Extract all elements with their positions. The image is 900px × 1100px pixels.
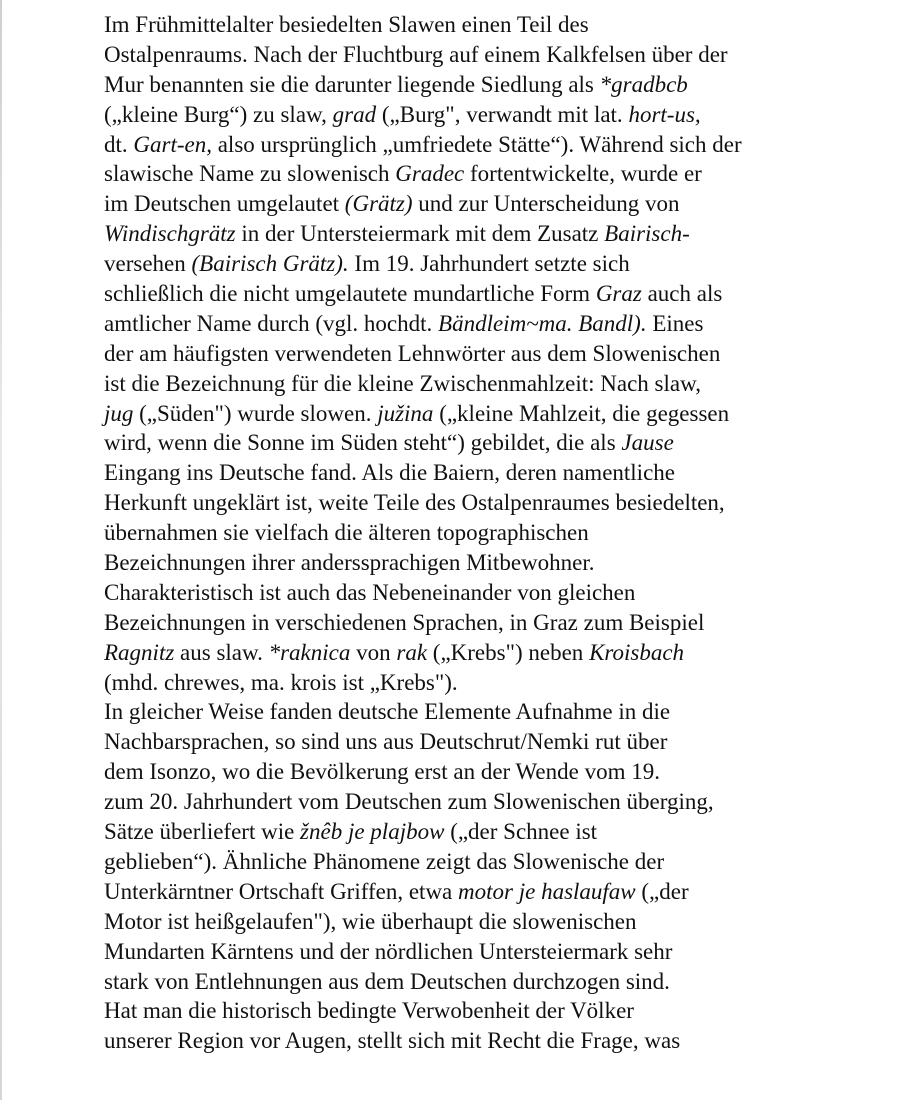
text-segment: Charakteristisch ist auch das Nebeneinander von gleichen xyxy=(104,579,636,605)
text-line xyxy=(104,787,804,817)
text-segment: Unterkärntner Ortschaft Griffen, etwa xyxy=(104,878,459,904)
text-segment: geblieben“). Ähnliche Phänomene zeigt das Slowenische der xyxy=(104,848,665,874)
text-segment: („Krebs") neben xyxy=(427,639,590,665)
italic-term: Jause xyxy=(621,430,674,456)
text-segment: ist die Bezeichnung für die kleine Zwischenmahlzeit: Nach slaw, xyxy=(104,370,701,396)
text-segment: schließlich die nicht umgelautete mundartliche Form xyxy=(104,281,596,307)
text-segment: dem Isonzo, wo die Bevölkerung erst an der Wende vom 19. xyxy=(104,759,660,785)
text-segment: Eines xyxy=(646,310,704,336)
text-line xyxy=(104,249,804,279)
text-line xyxy=(104,40,804,70)
text-segment: („Süden") wurde slowen. xyxy=(133,400,378,426)
italic-term: *gradbcb xyxy=(599,71,688,97)
text-segment: amtlicher Name durch (vgl. hochdt. xyxy=(104,310,439,336)
text-line xyxy=(104,608,804,638)
text-segment: in der Untersteiermark mit dem Zusatz xyxy=(235,221,605,247)
text-line xyxy=(104,10,804,40)
text-segment: Mur benannten sie die darunter liegende Siedlung als xyxy=(104,71,600,97)
text-segment: In gleicher Weise fanden deutsche Elemente Aufnahme in die xyxy=(104,699,671,725)
text-line xyxy=(104,428,804,458)
text-segment: aus slaw. xyxy=(174,639,269,665)
text-line xyxy=(104,219,804,249)
text-segment: im Deutschen umgelautet xyxy=(104,191,345,217)
italic-term: Windischgrätz xyxy=(104,221,236,247)
text-segment: (mhd. chrewes, ma. krois ist „Krebs"). xyxy=(104,669,458,695)
text-segment: Mundarten Kärntens und der nördlichen Untersteiermark sehr xyxy=(104,938,673,964)
italic-term: Bändleim~ma. Bandl). xyxy=(438,310,647,336)
italic-term: grad xyxy=(332,101,377,127)
text-segment: Hat man die historisch bedingte Verwobenheit der Völker xyxy=(104,998,634,1024)
text-segment: („Burg", verwandt mit lat. xyxy=(376,101,629,127)
text-line xyxy=(104,817,804,847)
text-line xyxy=(104,488,804,518)
italic-term: Bairisch- xyxy=(604,221,690,247)
text-line xyxy=(104,159,804,189)
text-line xyxy=(104,309,804,339)
text-line xyxy=(104,100,804,130)
text-segment: Herkunft ungeklärt ist, weite Teile des Ostalpenraumes besiedelten, xyxy=(104,490,725,516)
text-segment: Sätze überliefert wie xyxy=(104,819,301,845)
italic-term: (Bairisch Grätz). xyxy=(191,251,349,277)
document-text-body xyxy=(104,10,804,1056)
text-line xyxy=(104,189,804,219)
text-segment: übernahmen sie vielfach die älteren topographischen xyxy=(104,520,589,546)
text-segment: der am häufigsten verwendeten Lehnwörter aus dem Slowenischen xyxy=(104,340,721,366)
text-segment: zum 20. Jahrhundert vom Deutschen zum Slowenischen überging, xyxy=(104,789,714,815)
text-segment: Bezeichnungen in verschiedenen Sprachen, in Graz zum Beispiel xyxy=(104,609,705,635)
text-line xyxy=(104,907,804,937)
text-line xyxy=(104,548,804,578)
text-line xyxy=(104,369,804,399)
text-segment: („kleine Burg“) zu slaw, xyxy=(104,101,333,127)
italic-term: Gart-en, xyxy=(133,131,212,157)
text-segment: Bezeichnungen ihrer anderssprachigen Mitbewohner. xyxy=(104,550,595,576)
text-segment: versehen xyxy=(104,251,192,277)
text-segment: Nachbarsprachen, so sind uns aus Deutschrut/Nemki rut über xyxy=(104,729,668,755)
text-line xyxy=(104,458,804,488)
text-line xyxy=(104,877,804,907)
text-line xyxy=(104,130,804,160)
text-line xyxy=(104,70,804,100)
text-segment: fortentwickelte, wurde er xyxy=(464,161,702,187)
text-segment: also ursprünglich „umfriedete Stätte“). Während sich der xyxy=(211,131,742,157)
text-segment: („der Schnee ist xyxy=(444,819,598,845)
text-line xyxy=(104,727,804,757)
text-segment: („kleine Mahlzeit, die gegessen xyxy=(433,400,730,426)
italic-term: Kroisbach xyxy=(589,639,685,665)
italic-term: Graz xyxy=(595,281,642,307)
italic-term: hort-us, xyxy=(628,101,701,127)
text-line xyxy=(104,638,804,668)
text-segment: Ostalpenraums. Nach der Fluchtburg auf einem Kalkfelsen über der xyxy=(104,41,728,67)
text-line xyxy=(104,757,804,787)
text-line xyxy=(104,279,804,309)
text-line xyxy=(104,697,804,727)
italic-term: žnêb je plajbow xyxy=(300,819,445,845)
italic-term: *raknica xyxy=(268,639,351,665)
text-line xyxy=(104,1026,804,1056)
text-line xyxy=(104,996,804,1026)
text-line xyxy=(104,518,804,548)
text-segment: unserer Region vor Augen, stellt sich mit Recht die Frage, was xyxy=(104,1028,681,1054)
text-line xyxy=(104,339,804,369)
italic-term: jug xyxy=(104,400,134,426)
text-line xyxy=(104,937,804,967)
text-segment: wird, wenn die Sonne im Süden steht“) gebildet, die als xyxy=(104,430,622,456)
italic-term: (Grätz) xyxy=(344,191,413,217)
text-segment: slawische Name zu slowenisch xyxy=(104,161,396,187)
scan-edge xyxy=(0,0,2,1100)
text-segment: von xyxy=(350,639,397,665)
text-segment: stark von Entlehnungen aus dem Deutschen durchzogen sind. xyxy=(104,968,670,994)
text-segment: („der xyxy=(635,878,689,904)
text-segment: dt. xyxy=(104,131,134,157)
text-segment: Motor ist heißgelaufen"), wie überhaupt die slowenischen xyxy=(104,908,637,934)
italic-term: južina xyxy=(377,400,434,426)
italic-term: Ragnitz xyxy=(104,639,175,665)
text-line xyxy=(104,967,804,997)
text-segment: Eingang ins Deutsche fand. Als die Baiern, deren namentliche xyxy=(104,460,675,486)
text-segment: Im 19. Jahrhundert setzte sich xyxy=(348,251,630,277)
text-line xyxy=(104,399,804,429)
text-line xyxy=(104,668,804,698)
italic-term: Gradec xyxy=(395,161,465,187)
text-segment: und zur Unterscheidung von xyxy=(412,191,680,217)
text-line xyxy=(104,578,804,608)
italic-term: rak xyxy=(396,639,428,665)
italic-term: motor je haslaufaw xyxy=(458,878,636,904)
text-segment: auch als xyxy=(641,281,723,307)
text-segment: Im Frühmittelalter besiedelten Slawen einen Teil des xyxy=(104,12,589,37)
text-line xyxy=(104,847,804,877)
